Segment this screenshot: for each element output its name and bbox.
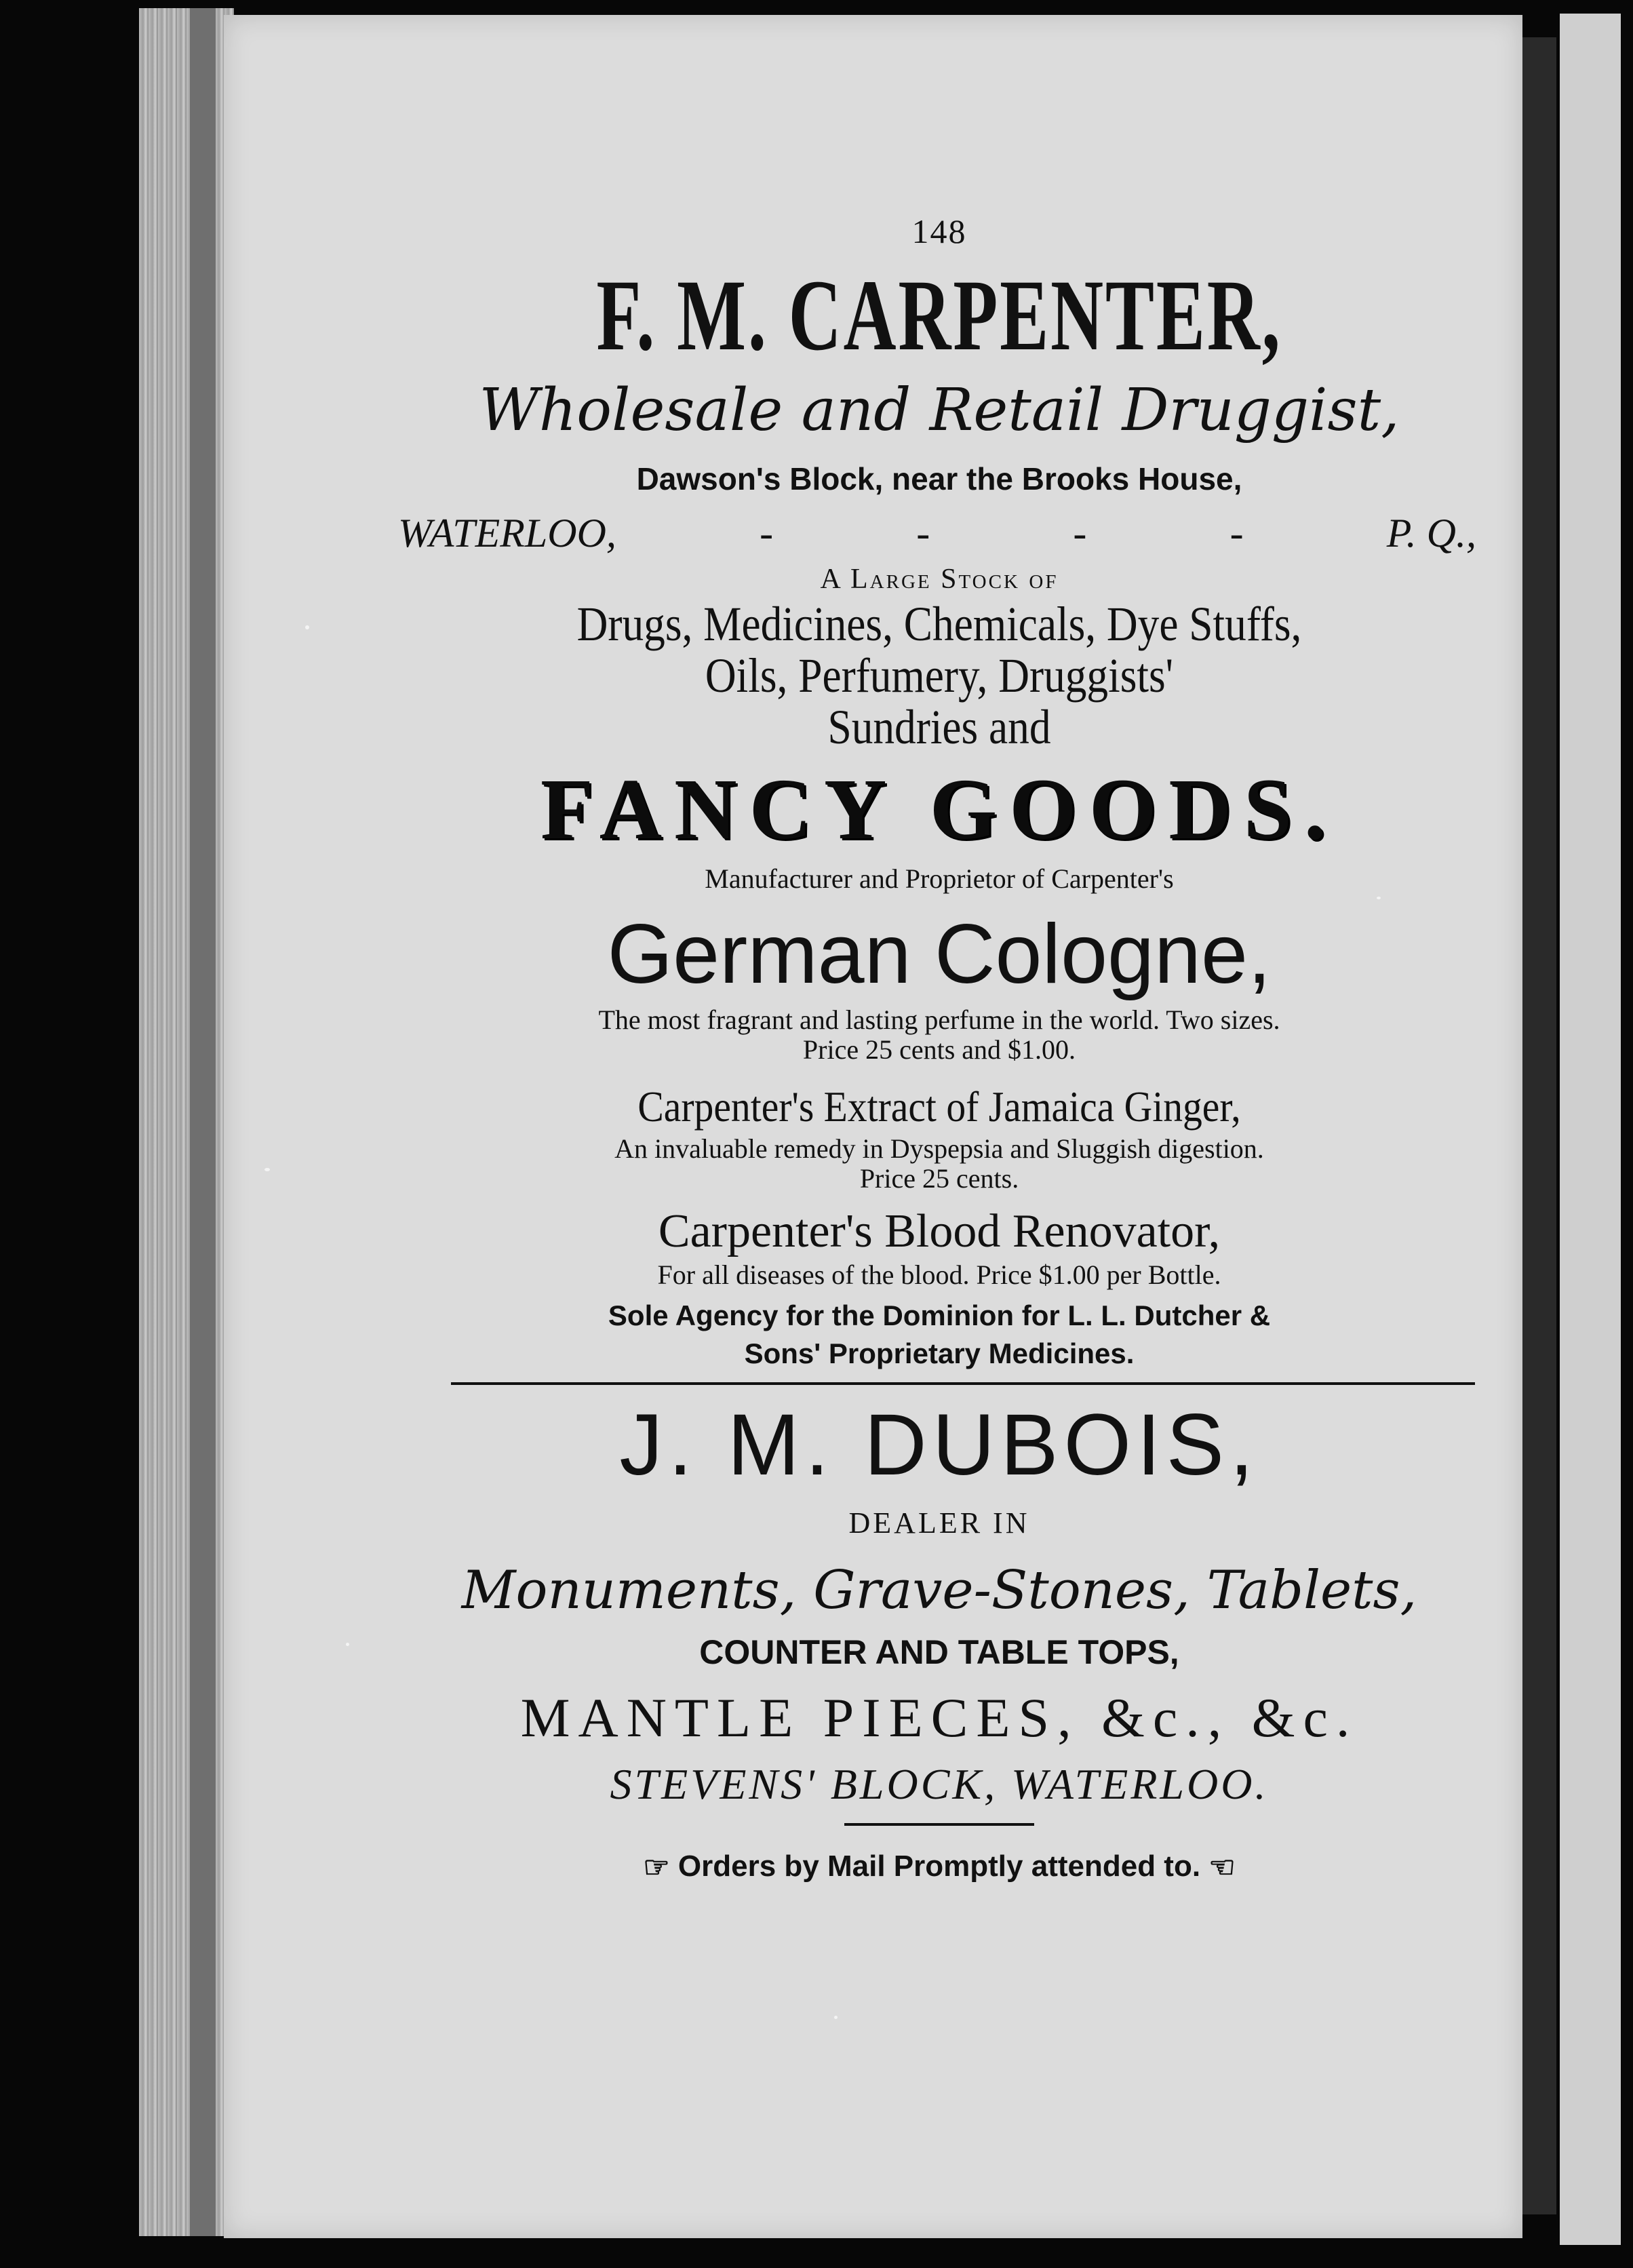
page-number: 148 [911,212,967,250]
page-content [397,212,1482,1888]
business-address: Dawson's Block, near the Brooks House, [636,461,1242,496]
gutter-shadow [1522,37,1556,2214]
province: P. Q., [1386,511,1476,555]
product-price: Price 25 cents. [859,1163,1019,1194]
scan-speck [305,625,309,629]
product-name: Carpenter's Extract of Jamaica Ginger, [637,1082,1241,1131]
counter-line: COUNTER AND TABLE TOPS, [699,1633,1179,1671]
carpenter-advertisement [397,259,1482,1373]
agency-line: Sons' Proprietary Medicines. [744,1337,1135,1369]
section-divider [451,1382,1475,1385]
dubois-advertisement [397,1394,1482,1888]
short-divider [844,1823,1034,1826]
orders-text: Orders by Mail Promptly attended to. [677,1850,1201,1883]
product-description: An invaluable remedy in Dyspepsia and Sluggish digestion. [614,1133,1264,1164]
business-subtitle: Wholesale and Retail Druggist, [479,376,1400,444]
facing-page-strip [1560,14,1621,2245]
goods-line: Oils, Perfumery, Druggists' [705,648,1174,703]
page-edge-shadow [190,8,216,2236]
agency-line: Sole Agency for the Dominion for L. L. Dutcher & [608,1299,1271,1331]
manufacturer-line: Manufacturer and Proprietor of Carpenter's [705,863,1174,894]
product-description: The most fragrant and lasting perfume in the world. Two sizes. [598,1004,1280,1035]
goods-line: Sundries and [827,700,1051,754]
orders-line [397,1846,1482,1888]
mantle-line: MANTLE PIECES, &c., &c. [520,1687,1358,1748]
location-line: STEVENS' BLOCK, WATERLOO. [610,1760,1269,1808]
headline-fancy-goods: FANCY GOODS. [540,761,1338,857]
scan-speck [264,1168,270,1171]
pointing-hand-right-icon: ☞ [643,1851,670,1885]
dash: - [1229,511,1244,555]
items-line: Monuments, Grave-Stones, Tablets, [461,1560,1417,1621]
pointing-hand-left-icon: ☜ [1208,1851,1236,1885]
dash: - [916,511,930,555]
book-page [224,15,1522,2238]
product-name: German Cologne, [607,907,1272,1001]
dash: - [760,511,774,555]
stock-intro: A Large Stock of [820,564,1059,595]
dealer-label: DEALER IN [848,1506,1030,1540]
town-name: WATERLOO, [398,511,616,555]
scan-speck [346,1643,349,1646]
town-row [397,506,1482,560]
advertiser-name: J. M. DUBOIS, [619,1396,1259,1493]
product-description: For all diseases of the blood. Price $1.00 per Bottle. [657,1259,1221,1290]
page-edges-left [139,8,234,2236]
dash: - [1073,511,1087,555]
scan-speck [834,2016,838,2019]
product-name: Carpenter's Blood Renovator, [658,1205,1221,1257]
product-price: Price 25 cents and $1.00. [802,1034,1076,1065]
advertiser-name: F. M. CARPENTER, [596,259,1282,372]
scan-speck [1377,897,1381,899]
goods-line: Drugs, Medicines, Chemicals, Dye Stuffs, [576,597,1302,651]
